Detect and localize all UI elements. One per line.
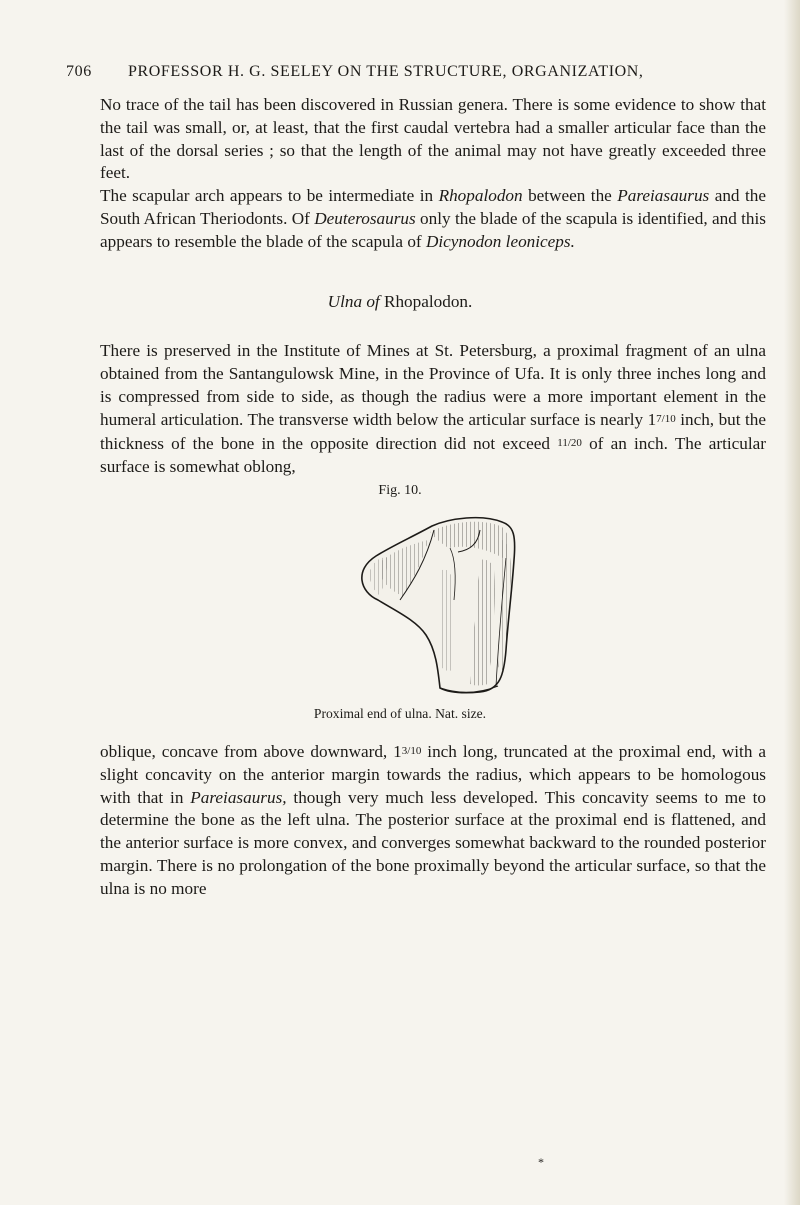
paragraph: [100, 94, 766, 185]
text-run: though very much less developed. This concavity seems to me to determine the bone as the left ulna. The posterior surface at the proximal end is flattened, and the anterior surface is more convex, and converges somewhat backward to the rounded posterior margin. There is no prolongation of the bone proximally beyond the articular surface, so that the ulna is no more: [100, 787, 766, 898]
running-header: [66, 63, 766, 81]
section-heading: [0, 292, 800, 312]
figure-label: Fig. 10.: [378, 483, 422, 498]
figure-caption: Proximal end of ulna. Nat. size.: [313, 706, 487, 721]
italic-taxon: Dicynodon leoniceps.: [425, 231, 575, 251]
paragraph: [100, 740, 766, 901]
paragraph: [100, 340, 766, 479]
text-run: No trace of the tail has been discovered in Russian genera. There is some evidence to show that the tail was small, or, at least, that the first caudal vertebra had a smaller articular face than the last of the dorsal series ; so that the length of the animal may not have greatly exceeded three feet.: [100, 95, 766, 183]
section-heading-italic: Ulna of: [327, 292, 380, 311]
text-run: only the blade of the scapula is identified, and this appears to resemble the blade of the scapula of: [100, 208, 766, 251]
running-title: PROFESSOR H. G. SEELEY ON THE STRUCTURE, ORGANIZATION,: [128, 63, 644, 80]
italic-taxon: Rhopalodon: [438, 186, 523, 206]
fraction: 11/20: [557, 437, 582, 450]
italic-taxon: Pareiasaurus,: [190, 787, 287, 807]
body-text-middle: [100, 340, 766, 479]
page-number: 706: [66, 63, 92, 80]
text-run: The scapular arch appears to be intermediate in: [100, 186, 439, 206]
footer-mark: *: [538, 1155, 544, 1169]
fraction: 7/10: [656, 413, 676, 426]
section-heading-roman: Rhopalodon.: [379, 292, 473, 311]
text-run: There is preserved in the Institute of Mines at St. Petersburg, a proximal fragment of an ulna obtained from the Santangulowsk Mine, in the Province of Ufa. It is only three inches long and is compressed from side to side, as though the radius were a more important element in the humeral articulation. The transverse width below the articular surface is nearly 1: [100, 341, 766, 430]
ulna-illustration: [330, 500, 570, 700]
text-run: oblique, concave from above downward, 1: [100, 742, 402, 761]
text-run: of an inch. The articular surface is somewhat oblong,: [100, 434, 766, 476]
text-run: inch long, truncated at the proximal end, with a slight concavity on the anterior margin towards the radius, which appears to be homologous with that in: [100, 742, 767, 807]
ulna-drawing: [330, 500, 570, 700]
text-run: and the South African Theriodonts. Of: [100, 186, 766, 228]
fraction: 3/10: [401, 745, 422, 757]
body-text-top: [100, 94, 766, 254]
paragraph: [100, 185, 766, 253]
text-run: between the: [522, 186, 618, 206]
text-run: inch, but the thickness of the bone in the opposite direction did not exceed: [100, 410, 766, 454]
body-text-bottom: [100, 740, 766, 901]
page-edge: [784, 0, 800, 1205]
italic-taxon: Pareiasaurus: [617, 186, 710, 206]
italic-taxon: Deuterosaurus: [314, 208, 416, 228]
